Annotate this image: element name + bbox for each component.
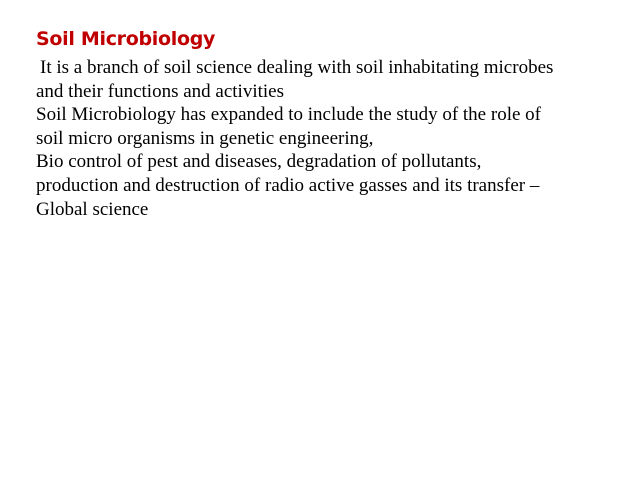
body-line: It is a branch of soil science dealing with soil inhabitating microbes	[40, 57, 554, 78]
slide-body	[36, 56, 616, 221]
body-line: soil micro organisms in genetic engineering,	[36, 127, 374, 149]
body-line: Global science	[36, 198, 149, 220]
body-line: Bio control of pest and diseases, degradation of pollutants,	[36, 151, 482, 173]
body-line: production and destruction of radio active gasses and its transfer –	[36, 174, 540, 196]
slide-title: Soil Microbiology	[36, 28, 216, 50]
body-line: and their functions and activities	[36, 80, 284, 102]
body-line: Soil Microbiology has expanded to include the study of the role of	[36, 104, 541, 126]
